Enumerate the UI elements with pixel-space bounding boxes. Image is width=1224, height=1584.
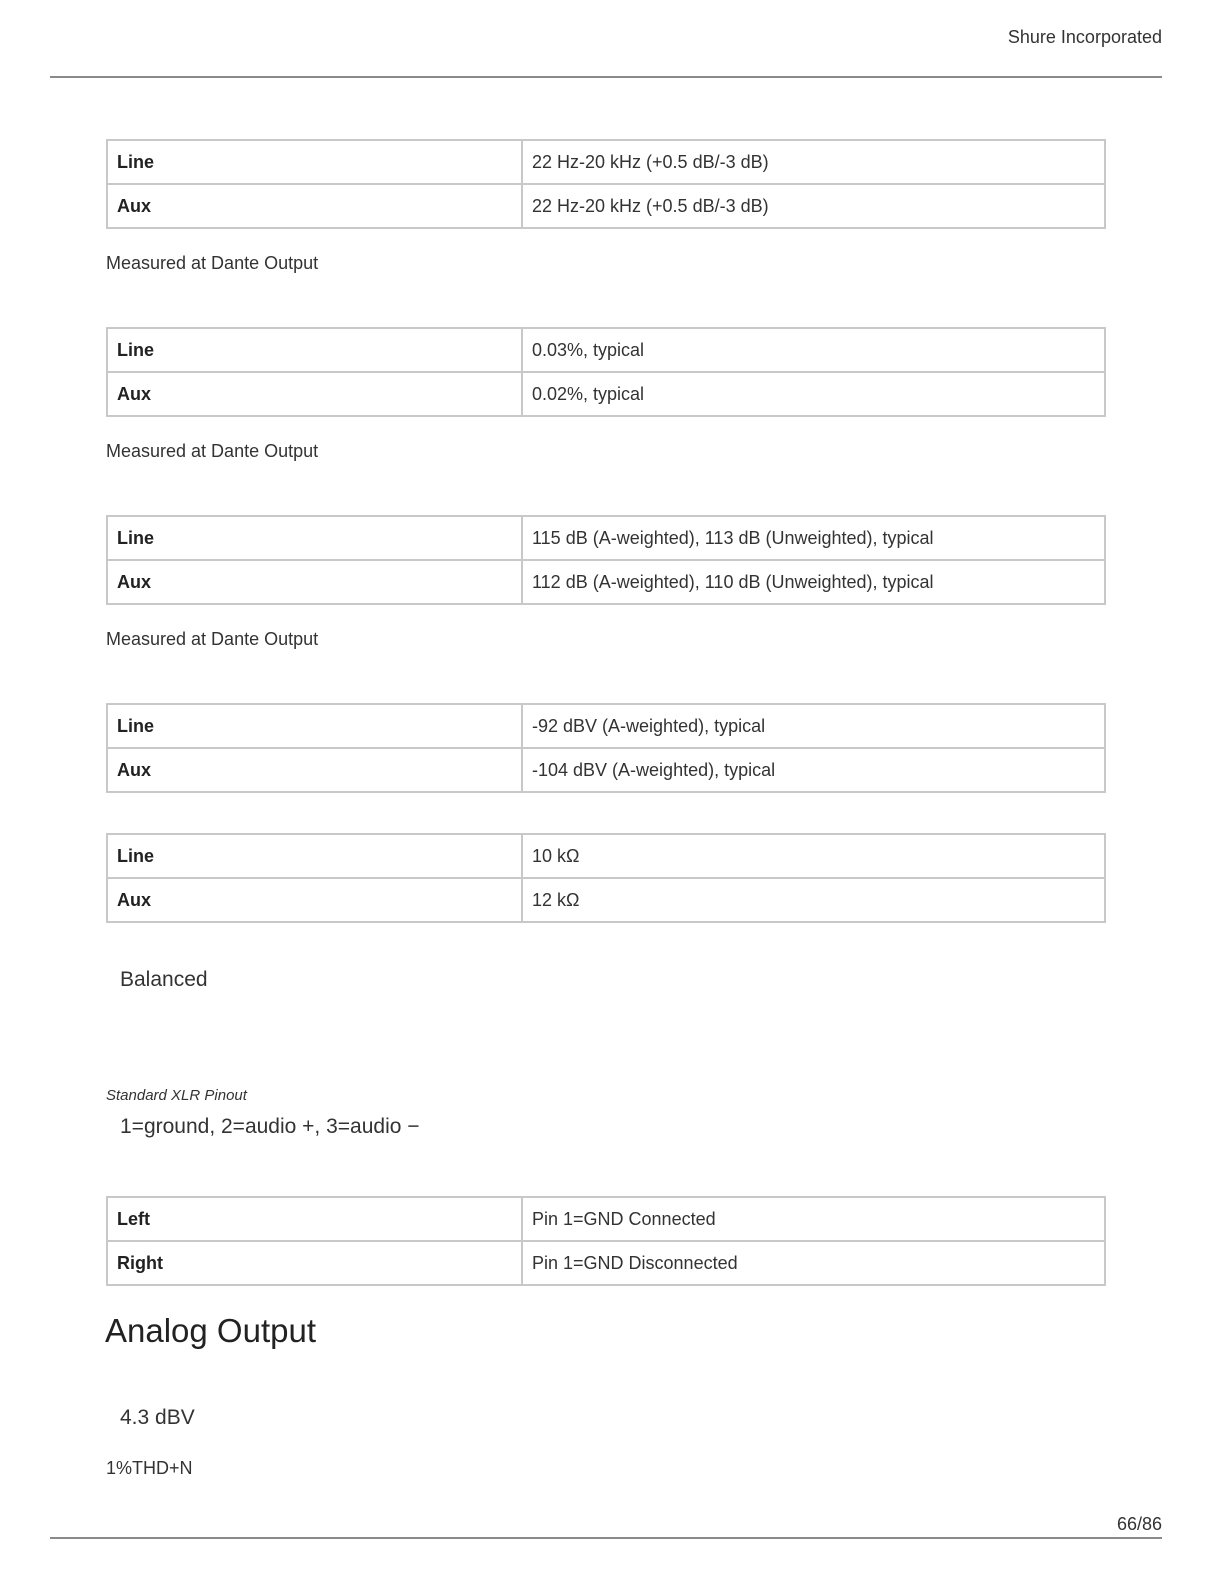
max-output-note: 1%THD+N (106, 1458, 193, 1478)
row-label: Line (107, 328, 522, 372)
impedance-table (106, 833, 1106, 923)
table-row (107, 704, 1105, 748)
table-row (107, 184, 1105, 228)
measurement-note: Measured at Dante Output (106, 629, 319, 649)
measurement-note: Measured at Dante Output (106, 441, 319, 461)
row-value: 115 dB (A-weighted), 113 dB (Unweighted), typical (522, 516, 1105, 560)
row-value: 112 dB (A-weighted), 110 dB (Unweighted), typical (522, 560, 1105, 604)
section-title: Analog Output (105, 1312, 316, 1349)
table-row (107, 328, 1105, 372)
table-row (107, 1197, 1105, 1241)
row-value: Pin 1=GND Connected (522, 1197, 1105, 1241)
configuration-value: Balanced (120, 968, 208, 991)
row-value: Pin 1=GND Disconnected (522, 1241, 1105, 1285)
row-value: 22 Hz-20 kHz (+0.5 dB/-3 dB) (522, 184, 1105, 228)
row-label: Line (107, 140, 522, 184)
pinout-caption: Standard XLR Pinout (106, 1087, 247, 1104)
pinout-value: 1=ground, 2=audio +, 3=audio − (120, 1115, 420, 1138)
row-label: Aux (107, 560, 522, 604)
row-label: Right (107, 1241, 522, 1285)
row-label: Left (107, 1197, 522, 1241)
row-value: 22 Hz-20 kHz (+0.5 dB/-3 dB) (522, 140, 1105, 184)
page-number: 66/86 (1116, 1514, 1162, 1534)
row-value: 0.03%, typical (522, 328, 1105, 372)
ground-lift-table (106, 1196, 1106, 1286)
header-company-name: Shure Incorporated (1007, 27, 1162, 47)
frequency-response-table (106, 139, 1106, 229)
thd-table (106, 327, 1106, 417)
row-value: 12 kΩ (522, 878, 1105, 922)
table-row (107, 372, 1105, 416)
dynamic-range-table (106, 515, 1106, 605)
max-output-level: 4.3 dBV (120, 1406, 195, 1429)
row-label: Aux (107, 748, 522, 792)
row-label: Aux (107, 372, 522, 416)
row-label: Line (107, 834, 522, 878)
row-label: Line (107, 704, 522, 748)
row-value: -92 dBV (A-weighted), typical (522, 704, 1105, 748)
table-row (107, 834, 1105, 878)
noise-table (106, 703, 1106, 793)
row-label: Line (107, 516, 522, 560)
footer-divider (50, 1537, 1162, 1539)
table-row (107, 748, 1105, 792)
table-row (107, 560, 1105, 604)
table-row (107, 140, 1105, 184)
row-label: Aux (107, 184, 522, 228)
row-value: 0.02%, typical (522, 372, 1105, 416)
header-divider (50, 76, 1162, 78)
row-label: Aux (107, 878, 522, 922)
row-value: 10 kΩ (522, 834, 1105, 878)
row-value: -104 dBV (A-weighted), typical (522, 748, 1105, 792)
table-row (107, 516, 1105, 560)
table-row (107, 878, 1105, 922)
table-row (107, 1241, 1105, 1285)
measurement-note: Measured at Dante Output (106, 253, 319, 273)
